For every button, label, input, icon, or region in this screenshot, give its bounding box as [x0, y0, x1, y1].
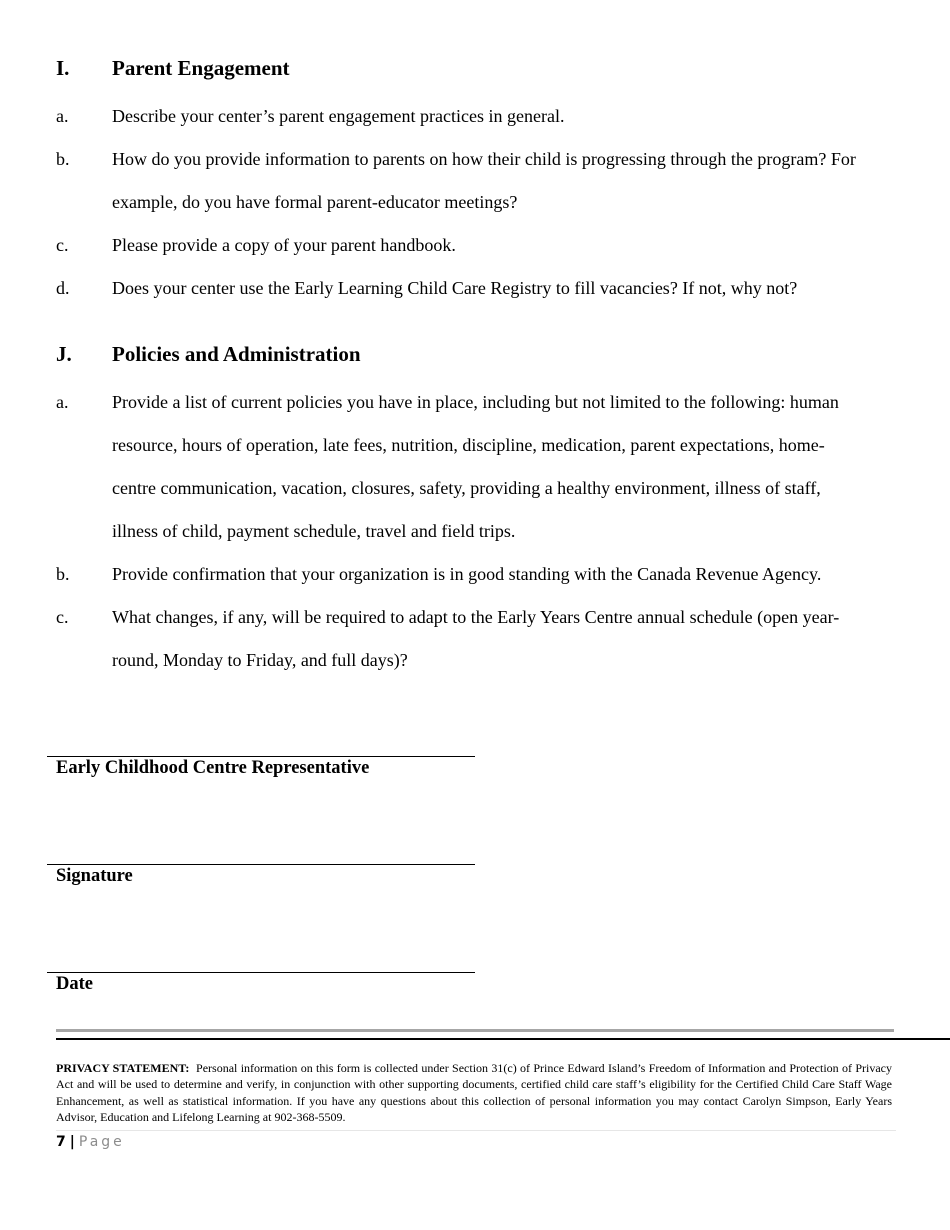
page-word: Page	[78, 1134, 125, 1150]
item-i-a-line-1: Describe your center’s parent engagement practices in general.	[112, 106, 565, 126]
privacy-statement	[56, 1060, 892, 1125]
item-i-b-line-1: How do you provide information to parents on how their child is progressing through the program? For	[112, 149, 856, 169]
item-i-a-letter: a.	[56, 106, 69, 126]
item-j-b-letter: b.	[56, 564, 70, 584]
date-line[interactable]	[47, 972, 475, 973]
section-j-letter: J.	[56, 342, 72, 366]
item-j-a-letter: a.	[56, 392, 69, 412]
privacy-text: Personal information on this form is collected under Section 31(c) of Prince Edward Island’s Freedom of Information and Protection of Privacy Act and will be used to determine and verify, in conjunction with other supporting documents, certified child care staff’s eligibility for the Certified Child Care Staff Wage Enhancement, as well as statistical information. If you have any questions about this collection of personal information you may contact Carolyn Simpson, Early Years Advisor, Education and Lifelong Learning at 902-368-5509.	[56, 1061, 893, 1124]
item-i-c-line-1: Please provide a copy of your parent handbook.	[112, 235, 456, 255]
item-j-c-line-2: round, Monday to Friday, and full days)?	[112, 650, 408, 670]
item-j-c-line-1: What changes, if any, will be required to adapt to the Early Years Centre annual schedule (open year-	[112, 607, 840, 627]
section-i-letter: I.	[56, 56, 70, 80]
item-i-c-letter: c.	[56, 235, 69, 255]
item-j-a-line-1: Provide a list of current policies you have in place, including but not limited to the following: human	[112, 392, 839, 412]
page-footer	[56, 1134, 125, 1150]
item-j-a-line-4: illness of child, payment schedule, travel and field trips.	[112, 521, 516, 541]
item-j-a-line-2: resource, hours of operation, late fees, nutrition, discipline, medication, parent expectations, home-	[112, 435, 825, 455]
item-i-b-line-2: example, do you have formal parent-educator meetings?	[112, 192, 518, 212]
footer-divider-grey	[56, 1029, 894, 1032]
footer-divider-black	[56, 1038, 950, 1040]
item-i-d-letter: d.	[56, 278, 70, 298]
item-j-a-line-3: centre communication, vacation, closures, safety, providing a healthy environment, illness of staff,	[112, 478, 821, 498]
section-j-title: Policies and Administration	[112, 342, 361, 366]
page-separator: |	[69, 1134, 75, 1150]
signature-line[interactable]	[47, 864, 475, 865]
representative-signature-line[interactable]	[47, 756, 475, 757]
page-number: 7	[56, 1134, 66, 1150]
signature-label: Signature	[56, 866, 133, 886]
page-footer-divider	[56, 1130, 896, 1131]
item-i-d-line-1: Does your center use the Early Learning Child Care Registry to fill vacancies? If not, why not?	[112, 278, 798, 298]
item-i-b-letter: b.	[56, 149, 70, 169]
representative-label: Early Childhood Centre Representative	[56, 758, 370, 778]
item-j-b-line-1: Provide confirmation that your organization is in good standing with the Canada Revenue Agency.	[112, 564, 822, 584]
item-j-c-letter: c.	[56, 607, 69, 627]
section-i-title: Parent Engagement	[112, 56, 290, 80]
privacy-heading: PRIVACY STATEMENT:	[56, 1061, 190, 1075]
date-label: Date	[56, 974, 93, 994]
